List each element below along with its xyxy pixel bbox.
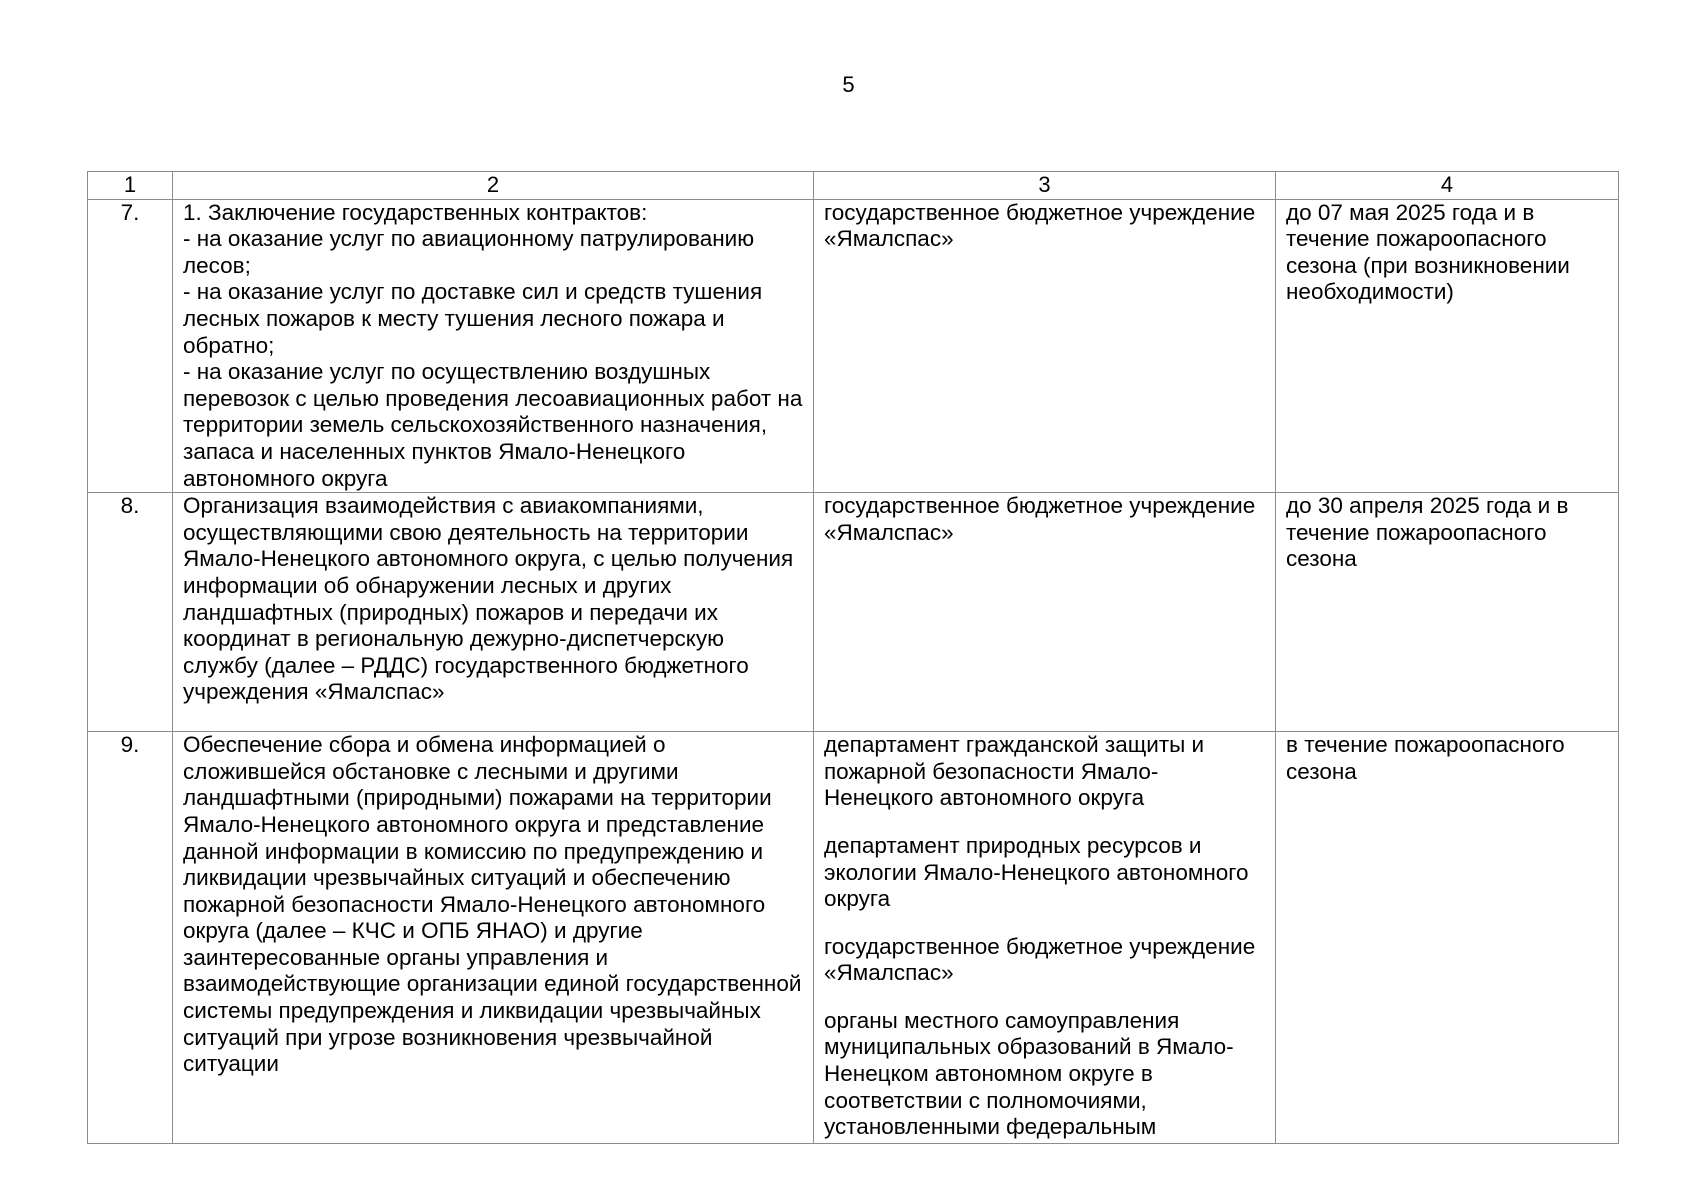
task-cell [173,732,814,1144]
row-number: 8. [88,493,173,732]
deadline-cell: до 07 мая 2025 года и в течение пожароопасного сезона (при возникновении необходимости) [1276,199,1619,493]
page-number: 5 [842,72,855,97]
task-line: - на оказание услуг по авиационному патрулированию лесов; [183,226,755,278]
executor-item: департамент природных ресурсов и экологии Ямало-Ненецкого автономного округа [824,832,1249,912]
task-cell [173,493,814,732]
task-line: - на оказание услуг по осуществлению воздушных перевозок с целью проведения лесоавиационных работ на территории земель сельскохозяйственного назначения, запаса и населенных пунктов Ямало-Ненецкого автономного округа [183,359,803,491]
header-cell-2: 2 [173,172,814,200]
executor-item: государственное бюджетное учреждение «Ямалспас» [824,199,1256,252]
deadline-cell: до 30 апреля 2025 года и в течение пожароопасного сезона [1276,493,1619,732]
executor-item: департамент гражданской защиты и пожарной безопасности Ямало-Ненецкого автономного округа [824,732,1205,811]
task-line: Организация взаимодействия с авиакомпаниями, осуществляющими свою деятельность на территории Ямало-Ненецкого автономного округа, с целью получения информации об обнаружении лесных и других ландшафтных (природных) пожаров и передачи их координат в региональную дежурно-диспетчерскую службу (далее – РДДС) государственного бюджетного учреждения «Ямалспас» [183,493,794,705]
table-row [88,493,1619,732]
executor-cell [814,732,1276,1144]
executor-item: органы местного самоуправления муниципальных образований в Ямало-Ненецком автономном округе в соответствии с полномочиями, установленными федеральным [824,1007,1234,1140]
row-number: 9. [88,732,173,1144]
table-header-row [88,172,1619,200]
task-cell [173,199,814,493]
measures-table [87,171,1619,1144]
executor-item: государственное бюджетное учреждение «Ямалспас» [824,933,1256,986]
header-cell-4: 4 [1276,172,1619,200]
header-cell-1: 1 [88,172,173,200]
header-cell-3: 3 [814,172,1276,200]
table-row [88,732,1619,1144]
deadline-cell: в течение пожароопасного сезона [1276,732,1619,1144]
executor-cell [814,199,1276,493]
task-line: - на оказание услуг по доставке сил и средств тушения лесных пожаров к месту тушения лесного пожара и обратно; [183,279,763,358]
row-number: 7. [88,199,173,493]
table-row [88,199,1619,493]
task-line: 1. Заключение государственных контрактов: [183,199,648,225]
executor-cell [814,493,1276,732]
executor-item: государственное бюджетное учреждение «Ямалспас» [824,493,1256,545]
task-line: Обеспечение сбора и обмена информацией о сложившейся обстановке с лесными и другими ландшафтными (природными) пожарами на территории Ямало-Ненецкого автономного округа и представление данной информации в комиссию по предупреждению и ликвидации чрезвычайных ситуаций и обеспечению пожарной безопасности Ямало-Ненецкого автономного округа (далее – КЧС и ОПБ ЯНАО) и другие заинтересованные органы управления и взаимодействующие организации единой государственной системы предупреждения и ликвидации чрезвычайных ситуаций при угрозе возникновения чрезвычайной ситуации [183,732,802,1077]
